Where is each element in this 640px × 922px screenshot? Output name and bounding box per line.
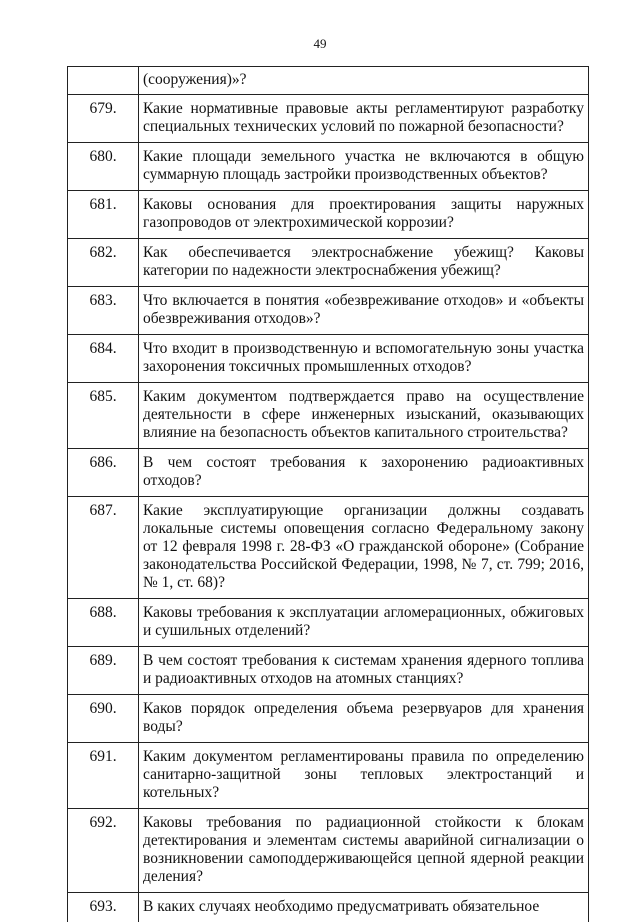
question-number: 692.: [68, 809, 139, 893]
question-text: В чем состоят требования к захоронению радиоактивных отходов?: [139, 449, 589, 497]
question-number: 680.: [68, 143, 139, 191]
page-number: 49: [0, 36, 640, 52]
table-row: [68, 95, 589, 143]
table-row: [68, 599, 589, 647]
question-number: 685.: [68, 383, 139, 449]
table-row: [68, 497, 589, 599]
question-text: Каков порядок определения объема резервуаров для хранения воды?: [139, 695, 589, 743]
question-number: 691.: [68, 743, 139, 809]
question-text: В чем состоят требования к системам хранения ядерного топлива и радиоактивных отходов на атомных станциях?: [139, 647, 589, 695]
table-row: [68, 335, 589, 383]
question-number: 683.: [68, 287, 139, 335]
table-row: [68, 695, 589, 743]
question-text: Каким документом регламентированы правила по определению санитарно-защитной зоны тепловых электростанций и котельных?: [139, 743, 589, 809]
table-row: [68, 287, 589, 335]
question-text: Как обеспечивается электроснабжение убежищ? Каковы категории по надежности электроснабжения убежищ?: [139, 239, 589, 287]
table-row: [68, 449, 589, 497]
question-text: Каковы требования по радиационной стойкости к блокам детектирования и элементам системы аварийной сигнализации о возникновении самоподдерживающейся цепной ядерной реакции деления?: [139, 809, 589, 893]
table-row: [68, 239, 589, 287]
table-row: [68, 809, 589, 893]
question-number: 682.: [68, 239, 139, 287]
table-row: [68, 383, 589, 449]
table-row: [68, 893, 589, 922]
question-number: 687.: [68, 497, 139, 599]
question-number: 688.: [68, 599, 139, 647]
table-row: [68, 743, 589, 809]
question-text: Каким документом подтверждается право на осуществление деятельности в сфере инженерных изысканий, оказывающих влияние на безопасность объектов капитального строительства?: [139, 383, 589, 449]
question-text: Каковы основания для проектирования защиты наружных газопроводов от электрохимической коррозии?: [139, 191, 589, 239]
question-number: 686.: [68, 449, 139, 497]
question-number: [68, 67, 139, 95]
table-row: [68, 647, 589, 695]
table-row: [68, 191, 589, 239]
question-number: 684.: [68, 335, 139, 383]
question-text: Какие площади земельного участка не включаются в общую суммарную площадь застройки производственных объектов?: [139, 143, 589, 191]
question-text: Какие эксплуатирующие организации должны создавать локальные системы оповещения согласно Федеральному закону от 12 февраля 1998 г. 28-ФЗ «О гражданской обороне» (Собрание законодательства Российской Федерации, 1998, № 7, ст. 799; 2016, № 1, ст. 68)?: [139, 497, 589, 599]
question-text: Какие нормативные правовые акты регламентируют разработку специальных технических условий по пожарной безопасности?: [139, 95, 589, 143]
question-number: 681.: [68, 191, 139, 239]
question-text: (сооружения)»?: [139, 67, 589, 95]
question-text: Каковы требования к эксплуатации агломерационных, обжиговых и сушильных отделений?: [139, 599, 589, 647]
table-row: [68, 143, 589, 191]
question-number: 690.: [68, 695, 139, 743]
question-number: 679.: [68, 95, 139, 143]
question-text: Что включается в понятия «обезвреживание отходов» и «объекты обезвреживания отходов»?: [139, 287, 589, 335]
question-text: Что входит в производственную и вспомогательную зоны участка захоронения токсичных промышленных отходов?: [139, 335, 589, 383]
table-row: [68, 67, 589, 95]
questions-table: [67, 66, 589, 922]
question-number: 689.: [68, 647, 139, 695]
question-number: 693.: [68, 893, 139, 922]
question-text: В каких случаях необходимо предусматривать обязательное: [139, 893, 589, 922]
